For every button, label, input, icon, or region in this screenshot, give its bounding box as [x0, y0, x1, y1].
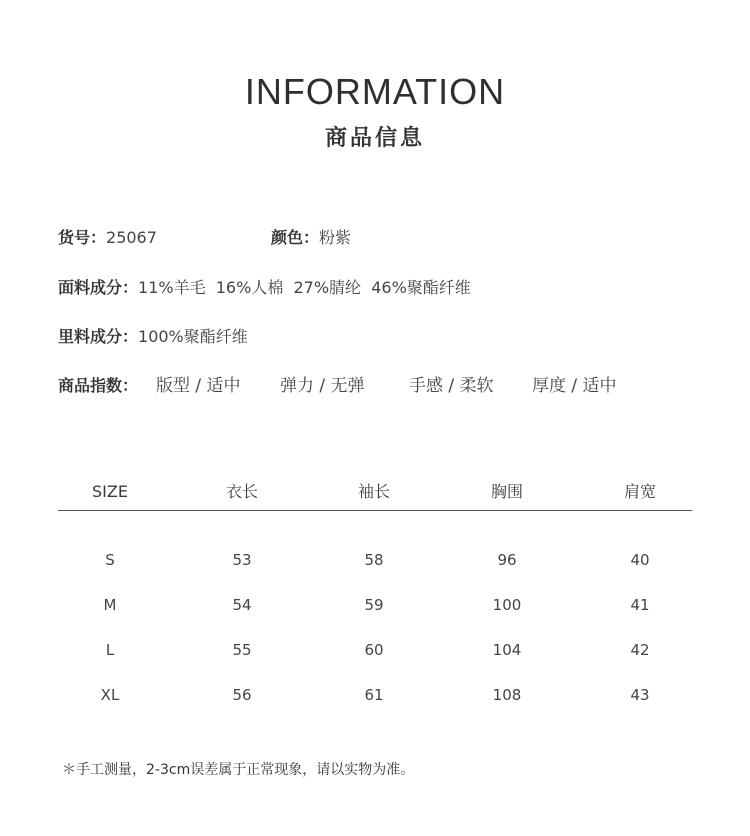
header-size: SIZE	[92, 482, 128, 501]
header-sleeve: 袖长	[357, 482, 390, 501]
header-length: 衣长	[225, 482, 258, 501]
color-value: 粉紫	[319, 228, 352, 247]
fabric-label: 面料成分：	[58, 278, 139, 297]
cell-shoulder: 41	[630, 596, 650, 614]
size-table	[58, 474, 692, 704]
info-row-lining	[58, 325, 248, 349]
cell-shoulder: 40	[630, 551, 650, 569]
cell-chest: 108	[492, 686, 522, 704]
index-elasticity: 弹力 / 无弹	[280, 376, 365, 396]
cell-chest: 96	[497, 551, 517, 569]
cell-length: 54	[232, 596, 252, 614]
cell-length: 56	[232, 686, 252, 704]
cell-length: 53	[232, 551, 252, 569]
cell-chest: 100	[492, 596, 522, 614]
table-row	[58, 542, 692, 578]
title-en: INFORMATION	[244, 71, 506, 112]
info-row-color	[271, 226, 351, 250]
info-row-item-color	[58, 226, 157, 250]
table-row	[58, 677, 692, 713]
table-row	[58, 587, 692, 623]
cell-sleeve: 61	[364, 686, 384, 704]
index-feel: 手感 / 柔软	[409, 376, 494, 396]
cell-length: 55	[232, 641, 252, 659]
table-row	[58, 632, 692, 668]
lining-label: 里料成分：	[58, 327, 139, 346]
cell-size: XL	[100, 686, 120, 704]
item-no-value: 25067	[106, 228, 157, 247]
index-label: 商品指数：	[58, 376, 139, 395]
fabric-value: 11%羊毛 16%人棉 27%腈纶 46%聚酯纤维	[138, 278, 471, 297]
cell-chest: 104	[492, 641, 522, 659]
index-thickness: 厚度 / 适中	[532, 376, 617, 396]
title-cn: 商品信息	[324, 126, 425, 151]
cell-sleeve: 60	[364, 641, 384, 659]
measurement-note: ＊手工测量，2-3cm误差属于正常现象，请以实物为准。	[62, 762, 415, 778]
cell-shoulder: 42	[630, 641, 650, 659]
size-table-header	[58, 474, 692, 511]
lining-value: 100%聚酯纤维	[138, 327, 248, 346]
header-chest: 胸围	[490, 482, 523, 501]
cell-size: S	[105, 551, 115, 569]
cell-sleeve: 58	[364, 551, 384, 569]
cell-sleeve: 59	[364, 596, 384, 614]
index-fit: 版型 / 适中	[156, 376, 241, 396]
color-label: 颜色：	[271, 228, 320, 247]
cell-shoulder: 43	[630, 686, 650, 704]
info-row-fabric	[58, 276, 471, 300]
info-row-index	[58, 374, 138, 398]
item-no-label: 货号：	[58, 228, 107, 247]
cell-size: L	[105, 641, 115, 659]
cell-size: M	[103, 596, 117, 614]
header-shoulder: 肩宽	[623, 482, 656, 501]
